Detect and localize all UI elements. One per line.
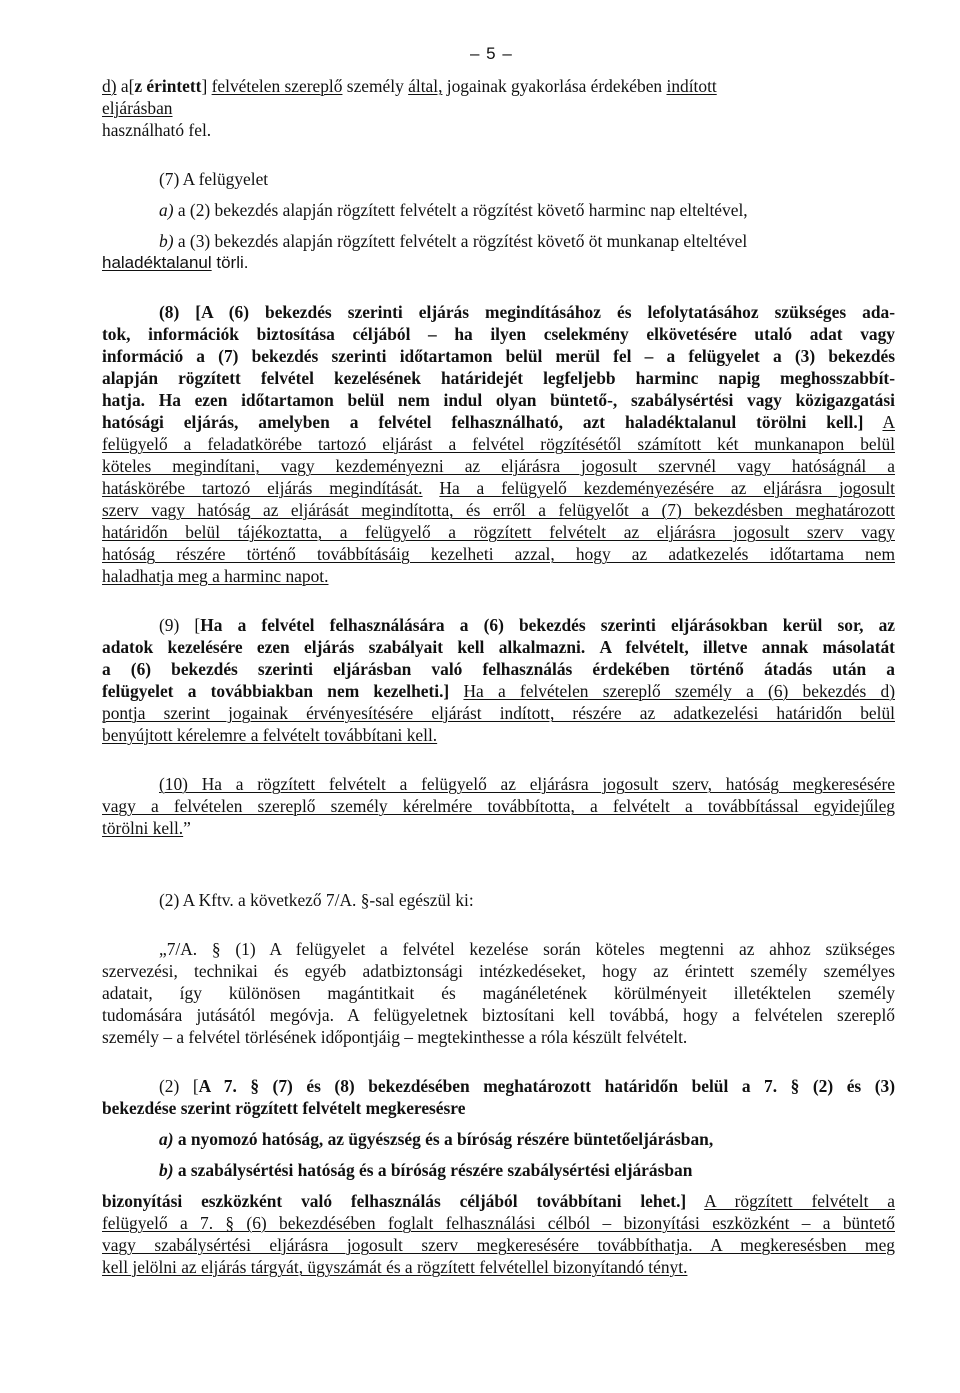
text-line bbox=[102, 455, 895, 477]
text-line bbox=[159, 230, 747, 252]
text-segment: bizonyítási eszközként való felhasználás céljából továbbítani lehet.] bbox=[102, 1191, 687, 1211]
text-segment: haladhatja meg a harminc napot. bbox=[102, 566, 329, 586]
text-line bbox=[102, 658, 895, 680]
text-segment: hatáskörébe tartozó eljárás megindítását. bbox=[102, 478, 423, 498]
text-line bbox=[102, 817, 191, 839]
text-segment: a (6) bekezdés szerinti eljárásban való felhasználás érdekében történő átadás után a bbox=[102, 659, 895, 679]
text-segment: adatok kezelésére ezen eljárás szabályait kell alkalmazni. bbox=[102, 637, 586, 657]
text-line bbox=[102, 433, 895, 455]
text-line bbox=[159, 889, 474, 911]
text-segment: személy bbox=[342, 76, 409, 96]
text-line bbox=[102, 724, 437, 746]
text-segment: vagy szabálysértési eljárásra jogosult szerv megkeresésére továbbíthatja. A megkeresésben meg bbox=[102, 1235, 895, 1255]
text-segment: határidőn belül tájékoztatta, a felügyelő a rögzített felvételt az eljárásra jogosult szerv vagy bbox=[102, 522, 895, 542]
text-segment: eljárásban bbox=[102, 98, 173, 118]
text-line bbox=[102, 1026, 687, 1048]
text-segment: (9) [ bbox=[159, 615, 201, 635]
text-segment: Ha a felvételen szereplő személy a (6) bekezdés d) bbox=[463, 681, 895, 701]
page-number: – 5 – bbox=[470, 44, 513, 63]
text-segment: a[ bbox=[116, 76, 135, 96]
text-segment: a (2) bekezdés alapján rögzített felvételt a rögzítést követő harminc nap elteltével, bbox=[173, 200, 748, 220]
text-segment: a nyomozó hatóság, az ügyészség és a bíróság részére büntetőeljárásban, bbox=[173, 1129, 714, 1149]
text-segment: A bbox=[882, 412, 896, 432]
text-line bbox=[102, 477, 895, 499]
text-segment: indított bbox=[666, 76, 717, 96]
text-line bbox=[102, 97, 173, 119]
text-segment: adatait, így különösen magántitkait és magánéletének körülményeit illetéktelen személy bbox=[102, 983, 895, 1003]
text-segment: felügyelet a továbbiakban nem kezelheti.] bbox=[102, 681, 450, 701]
text-segment: felügyelő a feladatkörébe tartozó eljárást a felvétel rögzítésétől számított két munkanapon belül bbox=[102, 434, 895, 454]
text-line bbox=[102, 389, 895, 411]
text-segment: (8) [ bbox=[159, 302, 202, 322]
text-segment: használható fel. bbox=[102, 120, 212, 140]
text-segment: információ a (7) bekezdés szerinti időtartamon belül merül fel – a felügyelet a (3) bekezdés bbox=[102, 346, 895, 366]
text-segment: bekezdése szerint rögzített felvételt megkeresésre bbox=[102, 1098, 466, 1118]
text-line bbox=[102, 1256, 687, 1278]
text-segment: szervezési, technikai és egyéb adatbiztonsági intézkedéseket, hogy az érintett személy személyes bbox=[102, 961, 895, 981]
text-segment: A (6) bekezdés szerinti eljárás megindításához és lefolytatásához szükséges ada- bbox=[201, 302, 895, 322]
text-segment: hatóság részére történő továbbításáig kezelheti azzal, hogy az adatkezelés időtartama nem bbox=[102, 544, 895, 564]
text-segment: jogainak gyakorlása érdekében bbox=[442, 76, 667, 96]
text-line bbox=[102, 411, 895, 433]
text-segment: ” bbox=[183, 818, 191, 838]
text-segment: hatja. bbox=[102, 390, 145, 410]
text-line bbox=[102, 323, 895, 345]
text-segment: kell jelölni az eljárás tárgyát, ügyszámát és a rögzített felvétellel bizonyítandó tényt. bbox=[102, 1257, 688, 1277]
text-segment: benyújtott kérelemre a felvételt továbbítani kell. bbox=[102, 725, 438, 745]
text-line bbox=[102, 702, 895, 724]
text-segment: Ha a felügyelő kezdeményezésére az eljárásra jogosult bbox=[439, 478, 895, 498]
text-segment: (2) [ bbox=[159, 1076, 199, 1096]
text-segment: pontja szerint jogainak érvényesítésére eljárást indított, részére az adatkezelési határidőn belül bbox=[102, 703, 895, 723]
text-line bbox=[159, 199, 748, 221]
text-line bbox=[159, 614, 895, 636]
text-line bbox=[159, 1128, 713, 1150]
text-segment: hatósági eljárás, amelyben a felvétel felhasználható, azt haladéktalanul törölni kell.] bbox=[102, 412, 864, 432]
text-line bbox=[102, 1190, 895, 1212]
text-line bbox=[102, 636, 895, 658]
text-line bbox=[102, 543, 895, 565]
text-line bbox=[102, 119, 211, 141]
text-segment: vagy a felvételen szereplő személy kérelmére továbbította, a felvételt a továbbítással egyidejűleg bbox=[102, 796, 895, 816]
text-line bbox=[102, 960, 895, 982]
text-segment: A rögzített felvételt a bbox=[704, 1191, 896, 1211]
text-segment bbox=[145, 390, 159, 410]
text-segment: b) bbox=[159, 1160, 174, 1180]
text-line bbox=[102, 565, 328, 587]
text-line bbox=[102, 1004, 895, 1026]
text-line bbox=[102, 252, 249, 274]
text-segment bbox=[686, 1191, 704, 1211]
text-segment bbox=[585, 637, 599, 657]
text-segment: haladéktalanul bbox=[102, 253, 212, 272]
text-segment: törölni kell. bbox=[102, 818, 184, 838]
text-segment: a) bbox=[159, 200, 174, 220]
text-segment: személy – a felvétel törlésének időpontjáig – megtekinthesse a róla készült felvételt. bbox=[102, 1027, 688, 1047]
text-line bbox=[102, 521, 895, 543]
text-segment: b) bbox=[159, 231, 174, 251]
text-line bbox=[102, 345, 895, 367]
text-segment bbox=[449, 681, 463, 701]
text-segment: által, bbox=[408, 76, 443, 96]
text-segment: (10) Ha a rögzített felvételt a felügyelő az eljárásra jogosult szerv, hatóság megkeresésére bbox=[159, 774, 895, 794]
text-line bbox=[102, 367, 895, 389]
text-segment: Ha a felvétel felhasználására a (6) bekezdés szerinti eljárásokban kerül sor, az bbox=[200, 615, 895, 635]
text-line bbox=[102, 680, 895, 702]
text-line bbox=[102, 795, 895, 817]
text-segment: szerv vagy hatóság az eljárását megindította, és erről a felügyelőt a (7) bekezdésben meghatározott bbox=[102, 500, 895, 520]
text-line bbox=[102, 499, 895, 521]
text-segment: z érintett bbox=[134, 76, 202, 96]
text-segment: tudomására jutásától megóvja. A felügyeletnek biztosítani kell továbbá, hogy a felvételen szereplő bbox=[102, 1005, 895, 1025]
text-segment: (7) A felügyelet bbox=[159, 169, 269, 189]
text-segment: (2) A Kftv. a következő 7/A. §-sal egészül ki: bbox=[159, 890, 474, 910]
text-segment: törli. bbox=[211, 253, 249, 272]
text-line bbox=[102, 982, 895, 1004]
text-segment: felügyelő a 7. § (6) bekezdésében foglalt felhasználási célból – bizonyítási eszközként – a büntető bbox=[102, 1213, 895, 1233]
text-segment: A felvételt, illetve annak másolatát bbox=[599, 637, 895, 657]
text-segment: felvételen szereplő bbox=[211, 76, 343, 96]
text-segment: a) bbox=[159, 1129, 174, 1149]
text-line bbox=[102, 1234, 895, 1256]
text-segment: Ha ezen időtartamon belül nem indul olyan büntető-, szabálysértési vagy közigazgatási bbox=[158, 390, 895, 410]
text-line bbox=[102, 1097, 465, 1119]
text-segment: alapján rögzített felvétel kezelésének határidejét legfeljebb harminc napig meghosszabbít- bbox=[102, 368, 895, 388]
text-line bbox=[102, 1212, 895, 1234]
text-segment: a (3) bekezdés alapján rögzített felvételt a rögzítést követő öt munkanap elteltével bbox=[173, 231, 748, 251]
text-segment: A 7. § (7) és (8) bekezdésében meghatározott határidőn belül a 7. § (2) és (3) bbox=[198, 1076, 895, 1096]
text-line bbox=[159, 1159, 692, 1181]
text-line bbox=[102, 75, 717, 97]
text-segment: tok, információk biztosítása céljából – ha ilyen cselekmény elkövetésére utaló adat vagy bbox=[102, 324, 895, 344]
text-segment: „7/A. § (1) A felügyelet a felvétel kezelése során köteles megtenni az ahhoz szükséges bbox=[159, 939, 895, 959]
text-segment: köteles megindítani, vagy kezdeményezni az eljárásra jogosult szervnél vagy hatóságnál a bbox=[102, 456, 895, 476]
text-segment: d) bbox=[102, 76, 117, 96]
text-segment: a szabálysértési hatóság és a bíróság részére szabálysértési eljárásban bbox=[173, 1160, 693, 1180]
text-line bbox=[159, 938, 895, 960]
text-line bbox=[159, 301, 895, 323]
text-segment: ] bbox=[201, 76, 212, 96]
text-line bbox=[159, 168, 268, 190]
text-segment bbox=[863, 412, 882, 432]
text-segment bbox=[423, 478, 440, 498]
text-line bbox=[159, 773, 895, 795]
text-line bbox=[159, 1075, 895, 1097]
